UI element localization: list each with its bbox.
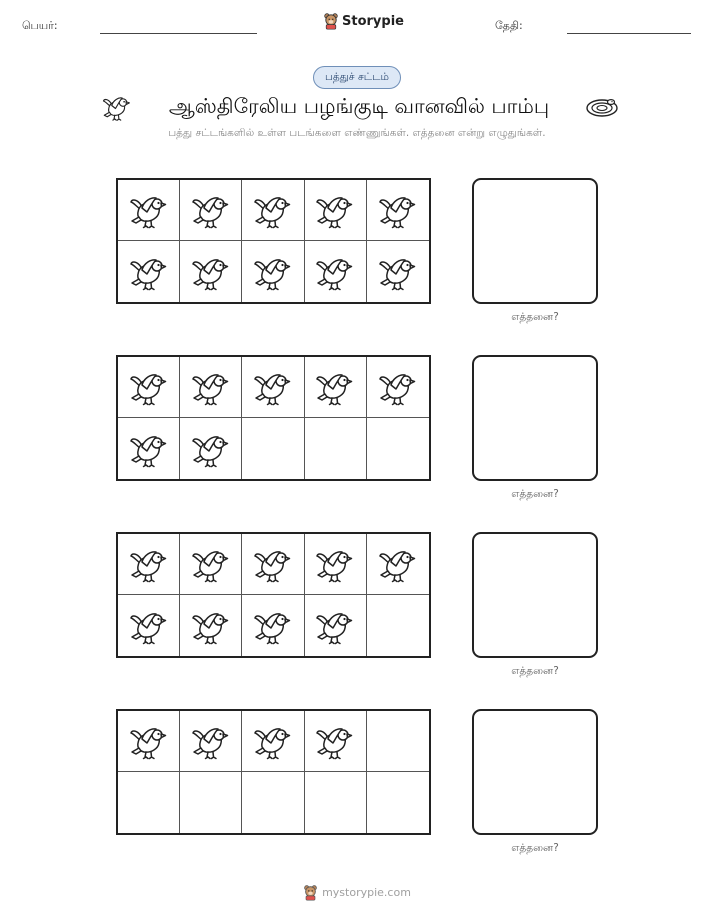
answer-box-4[interactable] xyxy=(472,709,598,835)
bird-icon xyxy=(315,606,355,646)
bird-icon xyxy=(191,190,231,230)
ten-frame-cell xyxy=(367,418,429,479)
answer-box-3[interactable] xyxy=(472,532,598,658)
bird-icon xyxy=(129,429,169,469)
ten-frame-3 xyxy=(116,532,431,658)
ten-frame-cell xyxy=(305,595,367,656)
date-line[interactable] xyxy=(567,33,691,34)
bird-icon xyxy=(129,252,169,292)
ten-frame-cell xyxy=(242,357,304,418)
answer-box-2[interactable] xyxy=(472,355,598,481)
answer-box-1[interactable] xyxy=(472,178,598,304)
bird-icon xyxy=(191,606,231,646)
ten-frame-cell xyxy=(367,711,429,772)
date-label: தேதி: xyxy=(495,19,523,32)
bear-mascot-icon xyxy=(323,12,339,30)
bird-icon xyxy=(129,606,169,646)
bird-icon xyxy=(378,252,418,292)
ten-frame-cell xyxy=(367,357,429,418)
ten-frame-1 xyxy=(116,178,431,304)
bird-icon xyxy=(129,367,169,407)
ten-frame-cell xyxy=(305,772,367,833)
ten-frame-cell xyxy=(118,711,180,772)
bird-icon xyxy=(315,190,355,230)
ten-frame-cell xyxy=(242,772,304,833)
bird-icon xyxy=(315,544,355,584)
storypie-logo xyxy=(323,12,404,30)
bird-icon xyxy=(253,190,293,230)
bird-icon xyxy=(253,606,293,646)
ten-frame-cell xyxy=(118,772,180,833)
ten-frame-cell xyxy=(242,711,304,772)
ten-frame-cell xyxy=(118,241,180,302)
ten-frame-cell xyxy=(367,180,429,241)
bird-icon xyxy=(253,252,293,292)
ten-frame-cell xyxy=(180,534,242,595)
ten-frame-cell xyxy=(305,711,367,772)
ten-frame-cell xyxy=(180,180,242,241)
name-line[interactable] xyxy=(100,33,257,34)
ten-frame-2 xyxy=(116,355,431,481)
name-label: பெயர்: xyxy=(22,19,58,32)
footer xyxy=(0,884,714,901)
bird-icon xyxy=(315,721,355,761)
bird-icon xyxy=(100,92,134,122)
bird-icon xyxy=(253,367,293,407)
ten-frame-cell xyxy=(118,418,180,479)
logo-text: Storypie xyxy=(342,13,404,29)
ten-frame-cell xyxy=(118,180,180,241)
topic-badge: பத்துச் சட்டம் xyxy=(313,66,401,89)
ten-frame-cell xyxy=(305,180,367,241)
ten-frame-cell xyxy=(180,711,242,772)
ten-frame-cell xyxy=(118,534,180,595)
ten-frame-cell xyxy=(305,534,367,595)
answer-label-2: எத்தனை? xyxy=(511,488,559,500)
bird-icon xyxy=(378,367,418,407)
bird-icon xyxy=(191,252,231,292)
bird-icon xyxy=(129,190,169,230)
bird-icon xyxy=(253,721,293,761)
bird-icon xyxy=(378,190,418,230)
answer-label-3: எத்தனை? xyxy=(511,665,559,677)
bird-icon xyxy=(315,252,355,292)
bird-icon xyxy=(378,544,418,584)
footer-url: mystorypie.com xyxy=(322,886,411,899)
title-row xyxy=(100,90,620,124)
ten-frame-cell xyxy=(367,241,429,302)
ten-frame-cell xyxy=(305,418,367,479)
ten-frame-cell xyxy=(367,772,429,833)
ten-frame-cell xyxy=(118,357,180,418)
ten-frame-cell xyxy=(180,772,242,833)
coiled-snake-icon xyxy=(584,94,620,120)
ten-frame-cell xyxy=(180,418,242,479)
ten-frame-cell xyxy=(118,595,180,656)
ten-frame-cell xyxy=(180,357,242,418)
worksheet-title: ஆஸ்திரேலிய பழங்குடி வானவில் பாம்பு xyxy=(168,93,550,118)
bird-icon xyxy=(191,544,231,584)
bird-icon xyxy=(315,367,355,407)
bird-icon xyxy=(253,544,293,584)
ten-frame-cell xyxy=(180,595,242,656)
bird-icon xyxy=(191,429,231,469)
ten-frame-cell xyxy=(305,357,367,418)
ten-frame-4 xyxy=(116,709,431,835)
instructions: பத்து சட்டங்களில் உள்ள படங்களை எண்ணுங்கள். எத்தனை என்று எழுதுங்கள். xyxy=(168,127,546,139)
ten-frame-cell xyxy=(242,534,304,595)
answer-label-4: எத்தனை? xyxy=(511,842,559,854)
ten-frame-cell xyxy=(305,241,367,302)
ten-frame-cell xyxy=(242,241,304,302)
ten-frame-cell xyxy=(180,241,242,302)
bird-icon xyxy=(129,544,169,584)
bird-icon xyxy=(191,721,231,761)
ten-frame-cell xyxy=(242,418,304,479)
ten-frame-cell xyxy=(242,180,304,241)
bird-icon xyxy=(191,367,231,407)
answer-label-1: எத்தனை? xyxy=(511,311,559,323)
ten-frame-cell xyxy=(367,595,429,656)
bear-mascot-icon xyxy=(303,884,318,901)
bird-icon xyxy=(129,721,169,761)
ten-frame-cell xyxy=(367,534,429,595)
ten-frame-cell xyxy=(242,595,304,656)
